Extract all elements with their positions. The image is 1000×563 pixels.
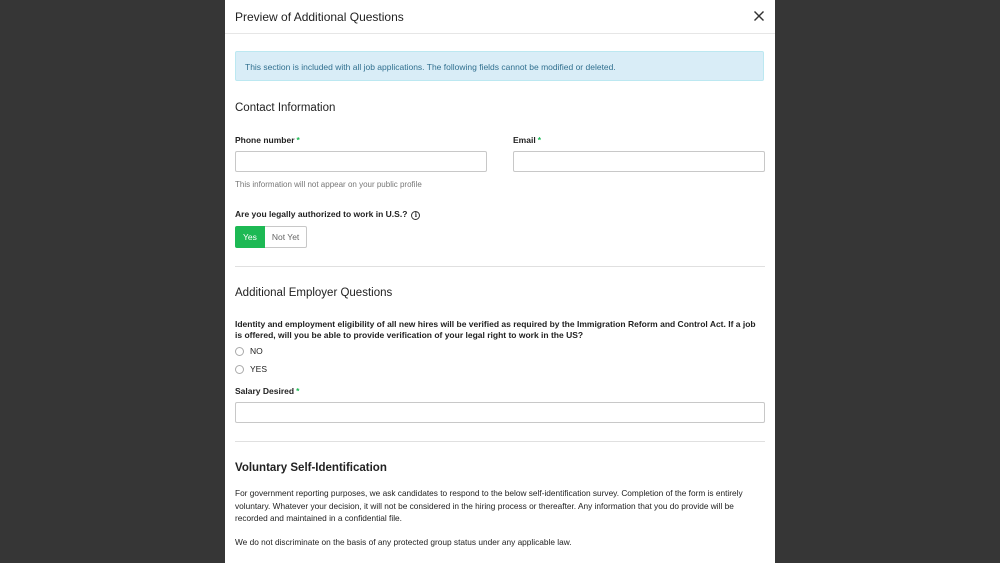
- phone-label-text: Phone number: [235, 135, 295, 145]
- employer-section-heading: Additional Employer Questions: [235, 287, 393, 299]
- email-label-text: Email: [513, 135, 536, 145]
- work-auth-not-yet-button[interactable]: Not Yet: [265, 226, 307, 248]
- modal-title: Preview of Additional Questions: [235, 10, 404, 24]
- immigration-question: Identity and employment eligibility of all new hires will be verified as required by the Immigration Reform and Control Act. If a job is offered, will you be able to provide verification of your legal right to work in the US?: [235, 319, 756, 340]
- modal-header: [225, 0, 775, 34]
- self-id-paragraph: For government reporting purposes, we ask candidates to respond to the below self-identification survey. Completion of the form is entirely voluntary. Whatever your decision, it will not be considered in the hiring process or thereafter. Any information that you do provide will be recorded and maintained in a confidential file.: [235, 488, 743, 523]
- salary-label-text: Salary Desired: [235, 386, 295, 396]
- required-mark: *: [537, 135, 541, 145]
- radio-button-no[interactable]: [235, 347, 244, 356]
- work-authorization-toggle: [235, 226, 307, 248]
- radio-label-yes: YES: [250, 364, 268, 374]
- work-auth-yes-button[interactable]: Yes: [235, 226, 265, 248]
- salary-label: [235, 386, 299, 396]
- contact-section-heading: Contact Information: [235, 102, 336, 114]
- preview-modal: [225, 0, 775, 563]
- info-icon[interactable]: i: [411, 211, 420, 220]
- radio-button-yes[interactable]: [235, 365, 244, 374]
- radio-label-no: NO: [250, 346, 263, 356]
- self-id-section-heading: Voluntary Self-Identification: [235, 462, 387, 474]
- info-alert-text: This section is included with all job applications. The following fields cannot be modified or deleted.: [245, 62, 616, 72]
- section-divider: [235, 441, 765, 442]
- section-divider: [235, 266, 765, 267]
- salary-desired-input[interactable]: [235, 402, 765, 423]
- required-mark: *: [296, 135, 300, 145]
- non-discrimination-paragraph: We do not discriminate on the basis of any protected group status under any applicable law.: [235, 537, 572, 547]
- radio-option-no[interactable]: [235, 345, 263, 357]
- email-label: [513, 135, 541, 145]
- work-authorization-question: Are you legally authorized to work in U.S.?: [235, 209, 408, 219]
- close-icon[interactable]: [751, 8, 767, 24]
- required-mark: *: [296, 386, 300, 396]
- phone-label: [235, 135, 300, 145]
- phone-help-text: This information will not appear on your public profile: [235, 180, 422, 189]
- email-input[interactable]: [513, 151, 765, 172]
- work-authorization-label: [235, 209, 420, 220]
- info-alert: [235, 51, 764, 81]
- phone-number-input[interactable]: [235, 151, 487, 172]
- radio-option-yes[interactable]: [235, 363, 267, 375]
